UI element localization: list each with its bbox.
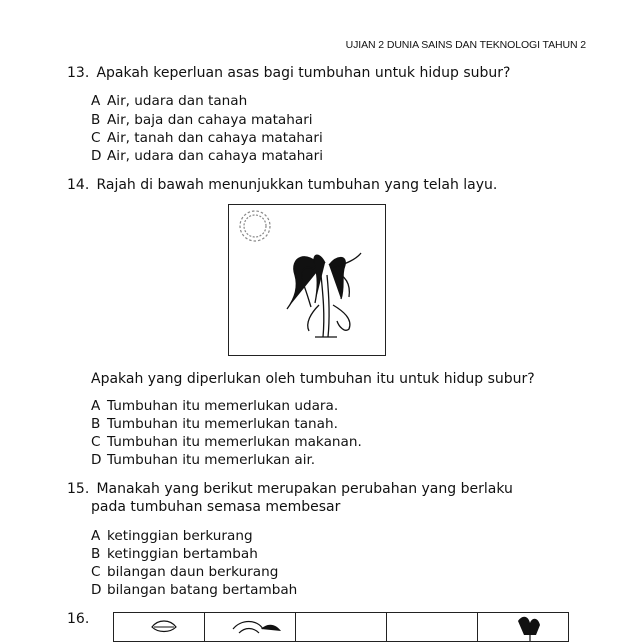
option-letter: B <box>91 112 101 128</box>
question-14 <box>67 177 497 193</box>
option-text: Air, udara dan cahaya matahari <box>107 148 324 164</box>
question-16 <box>67 611 92 627</box>
option-letter: C <box>91 130 101 146</box>
option-text: bilangan batang bertambah <box>107 582 298 598</box>
question-number: 13. <box>67 65 90 81</box>
question-text: Rajah di bawah menunjukkan tumbuhan yang telah layu. <box>96 177 498 193</box>
question-text: Apakah keperluan asas bagi tumbuhan untuk hidup subur? <box>96 65 511 81</box>
option-letter: D <box>91 452 102 468</box>
question-15-line-2: pada tumbuhan semasa membesar <box>91 499 341 515</box>
question-number: 15. <box>67 481 90 497</box>
question-number: 14. <box>67 177 90 193</box>
table-cell <box>387 613 478 641</box>
option-text: Tumbuhan itu memerlukan makanan. <box>107 434 362 450</box>
q16-picture-table <box>113 612 569 642</box>
q14-option-d <box>91 451 315 469</box>
page-header: UJIAN 2 DUNIA SAINS DAN TEKNOLOGI TAHUN 2 <box>345 39 586 51</box>
option-letter: B <box>91 546 101 562</box>
option-letter: C <box>91 564 101 580</box>
option-text: bilangan daun berkurang <box>107 564 279 580</box>
table-cell <box>114 613 205 641</box>
option-letter: D <box>91 148 102 164</box>
option-text: Tumbuhan itu memerlukan air. <box>107 452 316 468</box>
question-13 <box>67 65 510 81</box>
q13-option-b <box>91 111 313 129</box>
table-cell <box>205 613 296 641</box>
leaves-icon <box>205 613 296 641</box>
plant-icon <box>478 613 568 641</box>
table-cell <box>296 613 387 641</box>
q14-option-c <box>91 433 362 451</box>
option-text: Air, udara dan tanah <box>107 93 248 109</box>
table-cell <box>478 613 568 641</box>
figure-drawing <box>229 205 385 355</box>
leaf-icon <box>114 613 205 641</box>
question-text-line-1: Manakah yang berikut merupakan perubahan yang berlaku <box>96 481 513 497</box>
wilted-plant-figure <box>228 204 386 356</box>
q15-option-b <box>91 545 258 563</box>
q15-option-d <box>91 581 297 599</box>
option-letter: A <box>91 93 101 109</box>
option-text: Tumbuhan itu memerlukan udara. <box>107 398 339 414</box>
q13-option-d <box>91 147 323 165</box>
q15-option-c <box>91 563 278 581</box>
option-text: Air, tanah dan cahaya matahari <box>107 130 323 146</box>
option-text: ketinggian bertambah <box>107 546 258 562</box>
q13-option-a <box>91 92 247 110</box>
option-text: ketinggian berkurang <box>107 528 253 544</box>
wilted-plant-icon <box>287 253 361 337</box>
option-text: Air, baja dan cahaya matahari <box>107 112 313 128</box>
option-letter: D <box>91 582 102 598</box>
q13-option-c <box>91 129 323 147</box>
option-letter: C <box>91 434 101 450</box>
option-letter: A <box>91 528 101 544</box>
q15-option-a <box>91 527 253 545</box>
option-letter: A <box>91 398 101 414</box>
q14-option-a <box>91 397 338 415</box>
q14-subquestion: Apakah yang diperlukan oleh tumbuhan itu untuk hidup subur? <box>91 371 535 387</box>
q14-option-b <box>91 415 338 433</box>
option-text: Tumbuhan itu memerlukan tanah. <box>107 416 338 432</box>
sun-icon <box>240 211 270 241</box>
question-number: 16. <box>67 611 90 627</box>
option-letter: B <box>91 416 101 432</box>
question-15 <box>67 481 513 497</box>
